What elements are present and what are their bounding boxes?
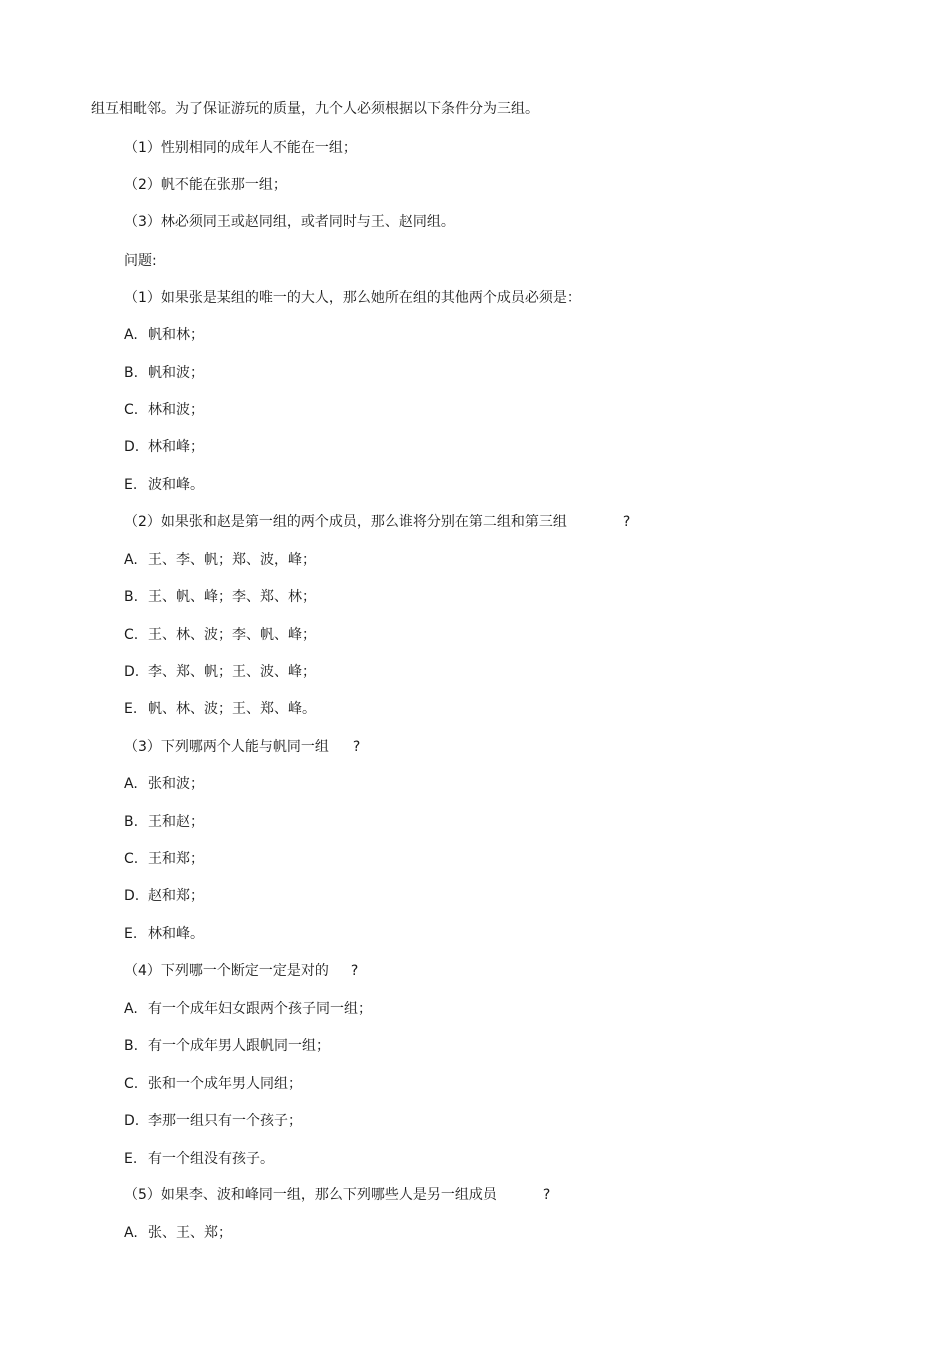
- option-letter: A.: [124, 1225, 138, 1241]
- question-mark: ?: [622, 514, 631, 530]
- option-letter: A.: [124, 1001, 138, 1017]
- question-2-option-d: [124, 663, 316, 681]
- option-letter: E.: [124, 926, 138, 942]
- question-1-option-b: [124, 364, 204, 382]
- question-mark: ?: [542, 1187, 551, 1203]
- question-3-option-c: [124, 850, 204, 868]
- condition-2: （2）帆不能在张那一组；: [124, 177, 287, 193]
- question-3-option-a: [124, 775, 204, 793]
- option-letter: C.: [124, 402, 139, 418]
- option-text: 有一个成年男人跟帆同一组；: [148, 1038, 330, 1054]
- option-text: 王、帆、峰；李、郑、林；: [148, 589, 316, 605]
- question-3-option-e: [124, 925, 204, 943]
- question-3-option-b: [124, 813, 204, 831]
- question-3-stem: [124, 738, 360, 756]
- question-2-option-a: [124, 551, 316, 569]
- option-text: 李、郑、帆；王、波、峰；: [148, 664, 316, 680]
- condition-1: （1）性别相同的成年人不能在一组；: [124, 140, 357, 156]
- question-4-option-c: [124, 1075, 302, 1093]
- option-letter: E.: [124, 701, 138, 717]
- question-3-text: （3）下列哪两个人能与帆同一组: [124, 739, 329, 755]
- option-text: 帆和波；: [148, 365, 204, 381]
- question-1-option-a: [124, 326, 204, 344]
- question-4-option-d: [124, 1112, 302, 1130]
- option-text: 王和赵；: [148, 814, 204, 830]
- option-letter: E.: [124, 477, 138, 493]
- option-text: 林和峰。: [148, 926, 204, 942]
- option-letter: D.: [124, 439, 140, 455]
- option-text: 张、王、郑；: [148, 1225, 232, 1241]
- question-2-text: （2）如果张和赵是第一组的两个成员，那么谁将分别在第二组和第三组: [124, 514, 567, 530]
- option-text: 李那一组只有一个孩子；: [148, 1113, 302, 1129]
- option-text: 帆、林、波；王、郑、峰。: [148, 701, 316, 717]
- option-letter: D.: [124, 664, 140, 680]
- option-letter: B.: [124, 1038, 139, 1054]
- option-text: 林和波；: [148, 402, 204, 418]
- option-text: 张和波；: [148, 776, 204, 792]
- option-letter: C.: [124, 627, 139, 643]
- intro-paragraph: 组互相毗邻。为了保证游玩的质量，九个人必须根据以下条件分为三组。: [91, 101, 539, 117]
- question-4-option-b: [124, 1037, 330, 1055]
- option-letter: B.: [124, 814, 139, 830]
- option-letter: B.: [124, 365, 139, 381]
- option-text: 林和峰；: [148, 439, 204, 455]
- option-text: 张和一个成年男人同组；: [148, 1076, 302, 1092]
- option-text: 有一个成年妇女跟两个孩子同一组；: [148, 1001, 372, 1017]
- question-1-option-d: [124, 438, 204, 456]
- option-letter: A.: [124, 327, 138, 343]
- question-5-stem: [124, 1186, 550, 1204]
- option-text: 王、林、波；李、帆、峰；: [148, 627, 316, 643]
- questions-label: 问题:: [124, 253, 157, 269]
- question-4-option-a: [124, 1000, 372, 1018]
- question-1-option-c: [124, 401, 204, 419]
- question-mark: ?: [352, 739, 361, 755]
- option-text: 有一个组没有孩子。: [148, 1151, 274, 1167]
- option-letter: B.: [124, 589, 139, 605]
- option-letter: A.: [124, 776, 138, 792]
- question-1-option-e: [124, 476, 204, 494]
- question-5-text: （5）如果李、波和峰同一组，那么下列哪些人是另一组成员: [124, 1187, 497, 1203]
- option-letter: C.: [124, 1076, 139, 1092]
- option-letter: D.: [124, 1113, 140, 1129]
- question-4-stem: [124, 962, 358, 980]
- question-mark: ?: [350, 963, 359, 979]
- option-text: 帆和林；: [148, 327, 204, 343]
- question-4-option-e: [124, 1150, 274, 1168]
- question-1-stem: （1）如果张是某组的唯一的大人，那么她所在组的其他两个成员必须是：: [124, 290, 581, 306]
- question-2-option-b: [124, 588, 316, 606]
- question-3-option-d: [124, 887, 204, 905]
- option-text: 赵和郑；: [148, 888, 204, 904]
- condition-3: （3）林必须同王或赵同组，或者同时与王、赵同组。: [124, 214, 455, 230]
- option-letter: C.: [124, 851, 139, 867]
- option-letter: D.: [124, 888, 140, 904]
- question-2-stem: [124, 513, 630, 531]
- option-text: 王、李、帆；郑、波，峰；: [148, 552, 316, 568]
- question-5-option-a: [124, 1224, 232, 1242]
- option-letter: E.: [124, 1151, 138, 1167]
- option-text: 波和峰。: [148, 477, 204, 493]
- option-letter: A.: [124, 552, 138, 568]
- question-2-option-e: [124, 700, 316, 718]
- question-2-option-c: [124, 626, 316, 644]
- option-text: 王和郑；: [148, 851, 204, 867]
- question-4-text: （4）下列哪一个断定一定是对的: [124, 963, 329, 979]
